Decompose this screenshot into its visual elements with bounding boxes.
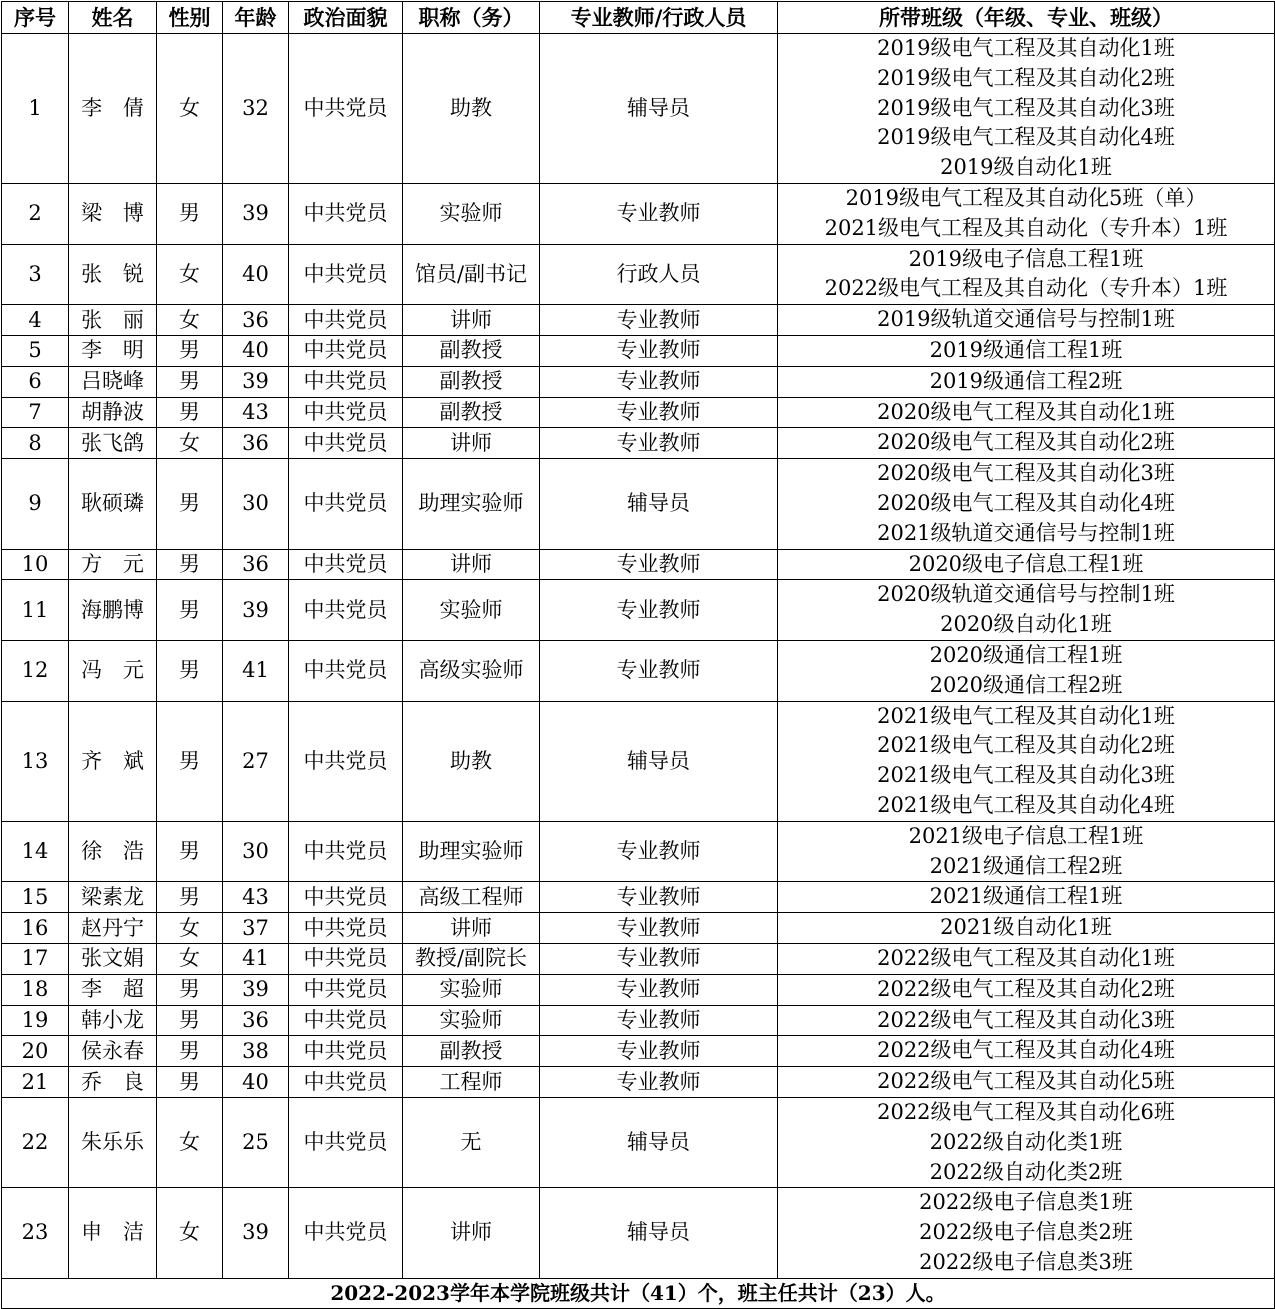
cell-role: 专业教师 [540, 882, 778, 913]
cell-political: 中共党员 [289, 882, 403, 913]
class-line: 2022级电气工程及其自动化2班 [877, 976, 1175, 1001]
footer-row [2, 1278, 1275, 1308]
cell-classes [778, 913, 1275, 944]
class-line: 2019级电气工程及其自动化2班 [877, 65, 1175, 90]
cell-age: 37 [223, 913, 289, 944]
cell-name: 方 元 [69, 549, 157, 580]
cell-classes [778, 1005, 1275, 1036]
cell-no: 15 [2, 882, 69, 913]
cell-name: 赵丹宁 [69, 913, 157, 944]
class-line: 2022级电子信息类1班 [919, 1190, 1133, 1215]
cell-classes [778, 821, 1275, 882]
cell-role: 专业教师 [540, 821, 778, 882]
cell-gender: 女 [157, 913, 223, 944]
cell-classes [778, 640, 1275, 701]
cell-no: 19 [2, 1005, 69, 1036]
cell-classes [778, 1036, 1275, 1067]
table-row [2, 1005, 1275, 1036]
cell-no: 10 [2, 549, 69, 580]
cell-classes [778, 335, 1275, 366]
cell-role: 辅导员 [540, 1097, 778, 1187]
cell-classes [778, 1067, 1275, 1098]
cell-name: 海鹏博 [69, 580, 157, 641]
header-title: 职称（务） [403, 2, 540, 34]
cell-gender: 男 [157, 184, 223, 245]
class-line: 2022级电子信息类3班 [919, 1249, 1133, 1274]
cell-name: 张 锐 [69, 244, 157, 305]
cell-title: 实验师 [403, 184, 540, 245]
table-row [2, 580, 1275, 641]
cell-political: 中共党员 [289, 1036, 403, 1067]
cell-gender: 男 [157, 1067, 223, 1098]
table-row [2, 549, 1275, 580]
header-classes: 所带班级（年级、专业、班级） [778, 2, 1275, 34]
cell-name: 梁 博 [69, 184, 157, 245]
cell-gender: 女 [157, 1188, 223, 1278]
cell-age: 39 [223, 974, 289, 1005]
cell-classes [778, 184, 1275, 245]
cell-age: 32 [223, 34, 289, 184]
class-line: 2021级电气工程及其自动化2班 [877, 733, 1175, 758]
cell-gender: 女 [157, 244, 223, 305]
table-row [2, 244, 1275, 305]
cell-age: 39 [223, 366, 289, 397]
cell-age: 30 [223, 821, 289, 882]
cell-political: 中共党员 [289, 821, 403, 882]
cell-age: 40 [223, 244, 289, 305]
cell-role: 专业教师 [540, 397, 778, 428]
cell-political: 中共党员 [289, 397, 403, 428]
class-line: 2022级电子信息类2班 [919, 1220, 1133, 1245]
table-row [2, 459, 1275, 549]
cell-title: 助理实验师 [403, 459, 540, 549]
class-line: 2021级电子信息工程1班 [908, 823, 1144, 848]
footer-summary: 2022-2023学年本学院班级共计（41）个，班主任共计（23）人。 [2, 1278, 1275, 1308]
cell-no: 12 [2, 640, 69, 701]
cell-role: 专业教师 [540, 580, 778, 641]
cell-no: 14 [2, 821, 69, 882]
cell-no: 1 [2, 34, 69, 184]
cell-gender: 男 [157, 397, 223, 428]
cell-role: 专业教师 [540, 943, 778, 974]
header-name: 姓名 [69, 2, 157, 34]
cell-political: 中共党员 [289, 974, 403, 1005]
class-line: 2022级电气工程及其自动化4班 [877, 1038, 1175, 1063]
cell-classes [778, 397, 1275, 428]
cell-role: 专业教师 [540, 1036, 778, 1067]
cell-title: 高级工程师 [403, 882, 540, 913]
cell-role: 辅导员 [540, 701, 778, 821]
header-no: 序号 [2, 2, 69, 34]
cell-classes [778, 943, 1275, 974]
cell-political: 中共党员 [289, 459, 403, 549]
table-row [2, 1097, 1275, 1187]
class-line: 2020级通信工程1班 [929, 642, 1123, 667]
cell-no: 9 [2, 459, 69, 549]
cell-political: 中共党员 [289, 640, 403, 701]
cell-role: 辅导员 [540, 1188, 778, 1278]
cell-age: 27 [223, 701, 289, 821]
cell-political: 中共党员 [289, 943, 403, 974]
cell-title: 讲师 [403, 428, 540, 459]
class-line: 2019级自动化1班 [940, 155, 1112, 180]
table-row [2, 1188, 1275, 1278]
cell-political: 中共党员 [289, 1067, 403, 1098]
class-line: 2021级轨道交通信号与控制1班 [877, 520, 1175, 545]
cell-classes [778, 459, 1275, 549]
header-gender: 性别 [157, 2, 223, 34]
header-political: 政治面貌 [289, 2, 403, 34]
cell-gender: 男 [157, 1005, 223, 1036]
cell-political: 中共党员 [289, 335, 403, 366]
cell-no: 21 [2, 1067, 69, 1098]
cell-name: 朱乐乐 [69, 1097, 157, 1187]
cell-title: 教授/副院长 [403, 943, 540, 974]
cell-age: 25 [223, 1097, 289, 1187]
cell-no: 5 [2, 335, 69, 366]
cell-classes [778, 882, 1275, 913]
cell-name: 李 倩 [69, 34, 157, 184]
table-row [2, 34, 1275, 184]
cell-no: 23 [2, 1188, 69, 1278]
class-line: 2022级电气工程及其自动化3班 [877, 1007, 1175, 1032]
cell-no: 18 [2, 974, 69, 1005]
class-line: 2021级电气工程及其自动化3班 [877, 763, 1175, 788]
cell-gender: 男 [157, 580, 223, 641]
class-line: 2020级电气工程及其自动化2班 [877, 430, 1175, 455]
cell-age: 39 [223, 580, 289, 641]
cell-title: 讲师 [403, 549, 540, 580]
cell-title: 高级实验师 [403, 640, 540, 701]
cell-title: 讲师 [403, 305, 540, 336]
cell-name: 吕晓峰 [69, 366, 157, 397]
cell-role: 辅导员 [540, 459, 778, 549]
header-role: 专业教师/行政人员 [540, 2, 778, 34]
class-line: 2020级电气工程及其自动化4班 [877, 490, 1175, 515]
class-teacher-table [1, 1, 1275, 1309]
cell-gender: 男 [157, 882, 223, 913]
cell-gender: 男 [157, 366, 223, 397]
class-line: 2021级电气工程及其自动化（专升本）1班 [824, 215, 1228, 240]
class-line: 2021级电气工程及其自动化1班 [877, 703, 1175, 728]
table-row [2, 1036, 1275, 1067]
cell-role: 专业教师 [540, 184, 778, 245]
class-line: 2022级电气工程及其自动化（专升本）1班 [824, 276, 1228, 301]
table-row [2, 882, 1275, 913]
cell-age: 39 [223, 184, 289, 245]
cell-title: 副教授 [403, 335, 540, 366]
cell-classes [778, 549, 1275, 580]
class-line: 2022级电气工程及其自动化6班 [877, 1099, 1175, 1124]
cell-role: 专业教师 [540, 428, 778, 459]
table-row [2, 397, 1275, 428]
cell-name: 韩小龙 [69, 1005, 157, 1036]
cell-age: 30 [223, 459, 289, 549]
table-row [2, 943, 1275, 974]
cell-no: 17 [2, 943, 69, 974]
cell-role: 专业教师 [540, 974, 778, 1005]
class-line: 2019级通信工程1班 [929, 337, 1123, 362]
cell-classes [778, 974, 1275, 1005]
class-line: 2021级通信工程1班 [929, 884, 1123, 909]
cell-title: 助教 [403, 701, 540, 821]
class-line: 2019级通信工程2班 [929, 368, 1123, 393]
class-line: 2022级自动化类2班 [929, 1159, 1123, 1184]
cell-no: 2 [2, 184, 69, 245]
cell-name: 乔 良 [69, 1067, 157, 1098]
cell-gender: 男 [157, 974, 223, 1005]
class-line: 2019级电气工程及其自动化1班 [877, 36, 1175, 60]
class-line: 2021级通信工程2班 [929, 853, 1123, 878]
cell-political: 中共党员 [289, 580, 403, 641]
table-row [2, 640, 1275, 701]
table-row [2, 184, 1275, 245]
cell-classes [778, 305, 1275, 336]
cell-political: 中共党员 [289, 305, 403, 336]
cell-gender: 男 [157, 549, 223, 580]
cell-no: 3 [2, 244, 69, 305]
cell-political: 中共党员 [289, 913, 403, 944]
cell-role: 专业教师 [540, 305, 778, 336]
cell-name: 冯 元 [69, 640, 157, 701]
class-line: 2020级轨道交通信号与控制1班 [877, 582, 1175, 607]
class-line: 2019级轨道交通信号与控制1班 [877, 307, 1175, 332]
cell-age: 41 [223, 943, 289, 974]
cell-no: 13 [2, 701, 69, 821]
cell-gender: 男 [157, 701, 223, 821]
cell-role: 专业教师 [540, 640, 778, 701]
cell-gender: 男 [157, 821, 223, 882]
cell-title: 无 [403, 1097, 540, 1187]
cell-title: 副教授 [403, 1036, 540, 1067]
cell-gender: 男 [157, 459, 223, 549]
cell-no: 20 [2, 1036, 69, 1067]
cell-name: 徐 浩 [69, 821, 157, 882]
class-line: 2020级电气工程及其自动化3班 [877, 461, 1175, 486]
cell-gender: 女 [157, 34, 223, 184]
cell-name: 梁素龙 [69, 882, 157, 913]
cell-role: 专业教师 [540, 1005, 778, 1036]
cell-classes [778, 580, 1275, 641]
cell-classes [778, 428, 1275, 459]
cell-role: 专业教师 [540, 335, 778, 366]
cell-role: 行政人员 [540, 244, 778, 305]
class-line: 2019级电气工程及其自动化5班（单） [845, 186, 1207, 210]
cell-name: 张 丽 [69, 305, 157, 336]
cell-title: 工程师 [403, 1067, 540, 1098]
cell-no: 8 [2, 428, 69, 459]
cell-gender: 男 [157, 335, 223, 366]
cell-name: 侯永春 [69, 1036, 157, 1067]
cell-title: 讲师 [403, 1188, 540, 1278]
cell-age: 36 [223, 1005, 289, 1036]
cell-gender: 男 [157, 640, 223, 701]
class-line: 2019级电气工程及其自动化3班 [877, 95, 1175, 120]
cell-title: 馆员/副书记 [403, 244, 540, 305]
cell-name: 申 洁 [69, 1188, 157, 1278]
cell-no: 22 [2, 1097, 69, 1187]
class-line: 2021级电气工程及其自动化4班 [877, 792, 1175, 817]
cell-political: 中共党员 [289, 1188, 403, 1278]
cell-no: 16 [2, 913, 69, 944]
class-line: 2020级电气工程及其自动化1班 [877, 399, 1175, 424]
cell-political: 中共党员 [289, 549, 403, 580]
cell-age: 41 [223, 640, 289, 701]
header-row [2, 2, 1275, 34]
cell-title: 实验师 [403, 1005, 540, 1036]
cell-age: 36 [223, 428, 289, 459]
class-line: 2019级电气工程及其自动化4班 [877, 125, 1175, 150]
cell-no: 4 [2, 305, 69, 336]
cell-role: 专业教师 [540, 913, 778, 944]
cell-age: 40 [223, 335, 289, 366]
cell-title: 实验师 [403, 974, 540, 1005]
cell-age: 38 [223, 1036, 289, 1067]
cell-title: 实验师 [403, 580, 540, 641]
cell-political: 中共党员 [289, 34, 403, 184]
cell-classes [778, 34, 1275, 184]
header-age: 年龄 [223, 2, 289, 34]
cell-political: 中共党员 [289, 701, 403, 821]
table-row [2, 701, 1275, 821]
cell-age: 39 [223, 1188, 289, 1278]
cell-classes [778, 244, 1275, 305]
cell-gender: 女 [157, 943, 223, 974]
cell-political: 中共党员 [289, 244, 403, 305]
cell-gender: 女 [157, 1097, 223, 1187]
class-line: 2022级自动化类1班 [929, 1129, 1123, 1154]
cell-age: 43 [223, 397, 289, 428]
table-row [2, 335, 1275, 366]
cell-age: 40 [223, 1067, 289, 1098]
cell-name: 李 超 [69, 974, 157, 1005]
cell-title: 副教授 [403, 366, 540, 397]
cell-age: 43 [223, 882, 289, 913]
cell-no: 7 [2, 397, 69, 428]
cell-name: 张文娟 [69, 943, 157, 974]
table-row [2, 913, 1275, 944]
table-row [2, 1067, 1275, 1098]
cell-no: 11 [2, 580, 69, 641]
cell-political: 中共党员 [289, 1097, 403, 1187]
cell-role: 专业教师 [540, 366, 778, 397]
cell-no: 6 [2, 366, 69, 397]
cell-name: 胡静波 [69, 397, 157, 428]
class-line: 2021级自动化1班 [940, 915, 1112, 940]
cell-title: 讲师 [403, 913, 540, 944]
cell-classes [778, 1097, 1275, 1187]
cell-role: 辅导员 [540, 34, 778, 184]
cell-political: 中共党员 [289, 428, 403, 459]
class-line: 2020级自动化1班 [940, 612, 1112, 637]
cell-title: 助理实验师 [403, 821, 540, 882]
cell-title: 助教 [403, 34, 540, 184]
cell-political: 中共党员 [289, 1005, 403, 1036]
class-line: 2020级通信工程2班 [929, 672, 1123, 697]
cell-name: 张飞鸽 [69, 428, 157, 459]
cell-classes [778, 701, 1275, 821]
class-line: 2020级电子信息工程1班 [908, 551, 1144, 576]
table-row [2, 366, 1275, 397]
cell-age: 36 [223, 305, 289, 336]
cell-age: 36 [223, 549, 289, 580]
class-line: 2022级电气工程及其自动化5班 [877, 1069, 1175, 1094]
cell-gender: 女 [157, 305, 223, 336]
cell-gender: 男 [157, 1036, 223, 1067]
cell-political: 中共党员 [289, 184, 403, 245]
table-row [2, 821, 1275, 882]
table-row [2, 974, 1275, 1005]
cell-gender: 女 [157, 428, 223, 459]
class-line: 2022级电气工程及其自动化1班 [877, 945, 1175, 970]
cell-classes [778, 366, 1275, 397]
cell-political: 中共党员 [289, 366, 403, 397]
cell-role: 专业教师 [540, 549, 778, 580]
cell-name: 耿硕璘 [69, 459, 157, 549]
cell-name: 李 明 [69, 335, 157, 366]
class-line: 2019级电子信息工程1班 [908, 246, 1144, 271]
cell-title: 副教授 [403, 397, 540, 428]
cell-name: 齐 斌 [69, 701, 157, 821]
cell-role: 专业教师 [540, 1067, 778, 1098]
cell-classes [778, 1188, 1275, 1278]
table-row [2, 305, 1275, 336]
table-row [2, 428, 1275, 459]
